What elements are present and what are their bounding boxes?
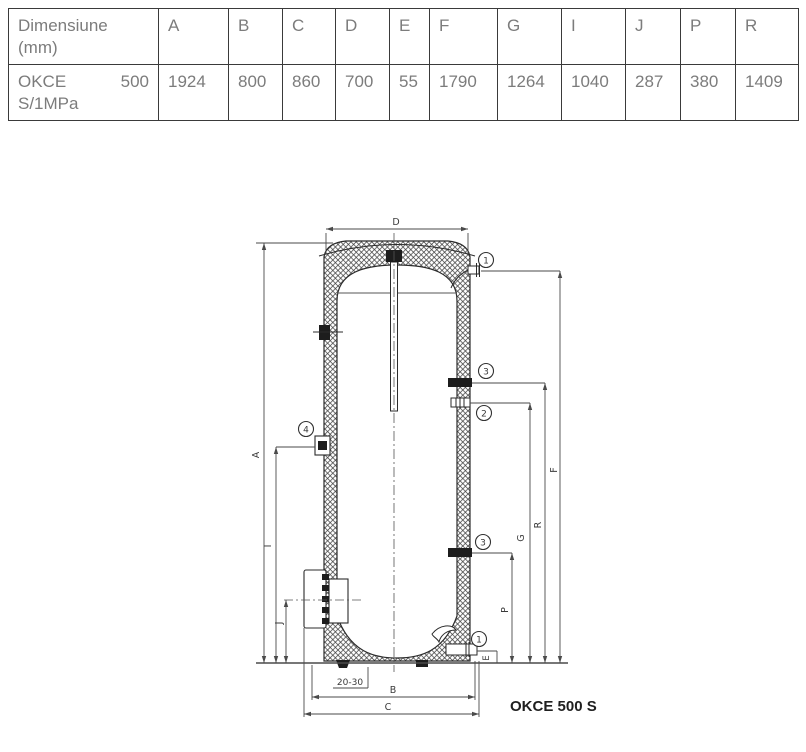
connection-3-lower (448, 548, 472, 557)
dim-label-F: F (549, 467, 560, 473)
dim-label-I: I (263, 544, 274, 548)
model-cell (9, 64, 159, 120)
value-cell-E: 55 (390, 64, 430, 120)
value-cell-F: 1790 (430, 64, 498, 120)
callout-1-bottom (472, 632, 487, 647)
svg-text:3: 3 (483, 367, 489, 378)
model-name-part2: 500 (120, 71, 149, 91)
value-cell-C: 860 (283, 64, 336, 120)
value-cell-A: 1924 (159, 64, 229, 120)
dim-label-E: E (482, 655, 492, 661)
header-cell-dimensiune: Dimensiune (mm) (9, 9, 159, 65)
callout-3-lower (476, 535, 491, 550)
dim-E (477, 651, 497, 663)
model-name-part1: OKCE (18, 71, 67, 91)
callout-1-top (479, 253, 494, 268)
dim-I (263, 447, 315, 663)
value-cell-J: 287 (626, 64, 681, 120)
header-cell-R: R (736, 9, 799, 65)
header-cell-E: E (390, 9, 430, 65)
table-header-row (9, 9, 799, 65)
connection-3-upper (448, 378, 472, 387)
value-cell-D: 700 (336, 64, 390, 120)
sensor-pocket (313, 325, 343, 340)
tank-technical-drawing (0, 130, 806, 752)
value-cell-G: 1264 (498, 64, 562, 120)
connection-2 (451, 398, 470, 407)
table-value-row (9, 64, 799, 120)
header-cell-A: A (159, 9, 229, 65)
header-cell-F: F (430, 9, 498, 65)
dim-label-G: G (516, 534, 527, 542)
feet-range-label: 20-30 (336, 678, 364, 688)
header-cell-D: D (336, 9, 390, 65)
value-cell-B: 800 (229, 64, 283, 120)
heating-flange (284, 570, 362, 628)
svg-text:4: 4 (303, 425, 309, 436)
svg-text:1: 1 (476, 635, 482, 646)
tank-foot (336, 660, 350, 668)
value-cell-R: 1409 (736, 64, 799, 120)
header-cell-B: B (229, 9, 283, 65)
callout-3-upper (479, 364, 494, 379)
model-name-part3: S/1MPa (18, 94, 79, 114)
connection-4 (315, 436, 330, 455)
dim-label-J: J (274, 621, 285, 625)
svg-text:2: 2 (481, 409, 487, 420)
value-cell-P: 380 (681, 64, 736, 120)
svg-text:3: 3 (480, 538, 486, 549)
callout-4 (299, 422, 314, 437)
callout-2 (477, 406, 492, 421)
dimensions-table (8, 8, 799, 121)
dim-G (470, 403, 532, 663)
header-cell-P: P (681, 9, 736, 65)
dim-label-C: C (384, 702, 392, 713)
header-cell-I: I (562, 9, 626, 65)
dim-R (472, 383, 547, 663)
dim-label-A: A (251, 451, 262, 459)
dim-F (481, 271, 562, 663)
svg-text:1: 1 (483, 256, 489, 267)
header-cell-J: J (626, 9, 681, 65)
value-cell-I: 1040 (562, 64, 626, 120)
dim-label-D: D (392, 217, 400, 228)
model-caption: OKCE 500 S (510, 698, 597, 715)
dim-label-B: B (389, 685, 397, 696)
dim-label-R: R (533, 521, 544, 529)
header-cell-G: G (498, 9, 562, 65)
dim-label-P: P (500, 607, 511, 613)
feet-range-note (333, 667, 368, 688)
header-cell-C: C (283, 9, 336, 65)
